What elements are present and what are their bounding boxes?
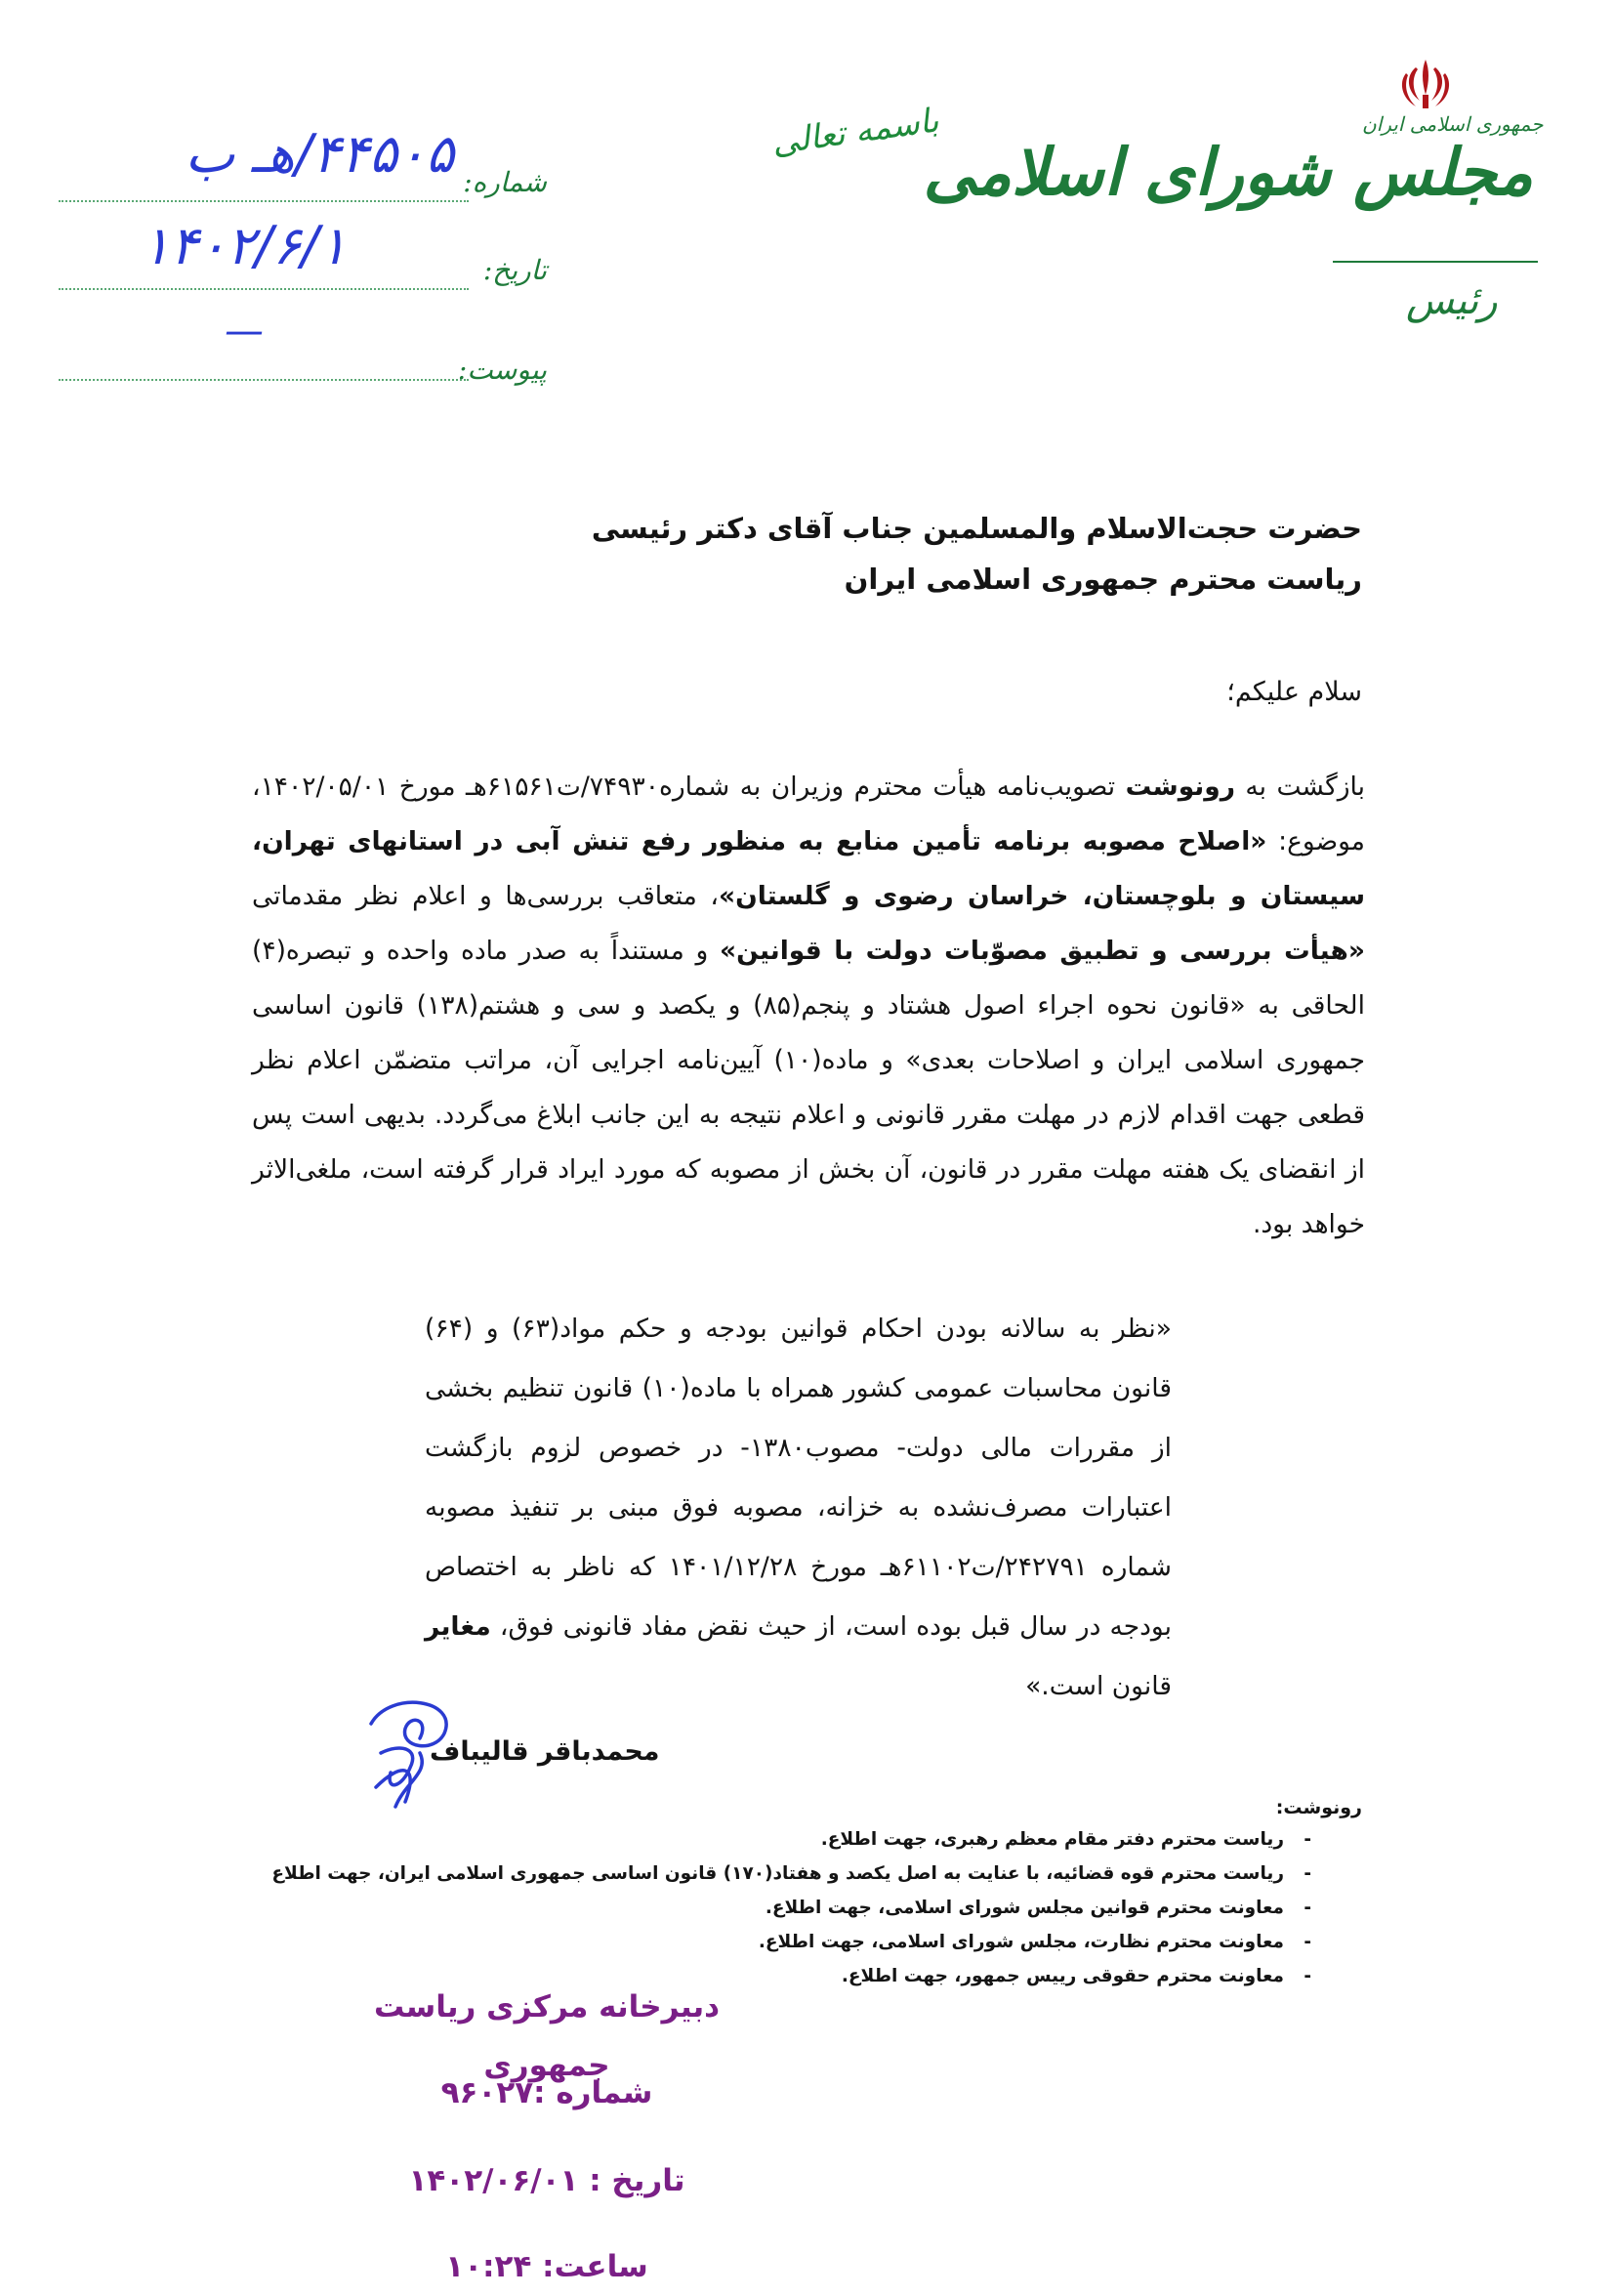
number-label: شماره: [463, 166, 547, 198]
cc-item: - ریاست محترم دفتر مقام معظم رهبری، جهت اطلاع. [271, 1822, 1311, 1857]
emblem-title: مجلس شورای اسلامی [923, 134, 1533, 210]
emblem-divider [1333, 261, 1538, 263]
attachment-line [59, 379, 469, 381]
cc-dash: - [1304, 1898, 1311, 1918]
addressee [386, 503, 1362, 605]
body-text-2: تصویب‌نامه هیأت محترم وزیران به شماره۷۴۹۳۰/ت۶۱۵۶۱هـ مورخ ۱۴۰۲/۰۵/۰۱، موضوع: [252, 772, 1365, 856]
stamp-office: دبیرخانه مرکزی ریاست جمهوری [373, 1989, 721, 2083]
signer-name: محمدباقر قالیباف [430, 1736, 660, 1767]
cc-label: رونوشت: [1275, 1797, 1362, 1818]
date-handwritten: ۱۴۰۲/۶/۱ [142, 215, 348, 276]
date-line [59, 288, 469, 290]
greeting: سلام علیکم؛ [1226, 677, 1362, 707]
quote-text-1: «نظر به سالانه بودن احکام قوانین بودجه و حکم مواد(۶۳) و (۶۴) قانون محاسبات عمومی کشور همراه با ماده(۱۰) قانون تنظیم بخشی از مقررات مالی دولت- مصوب۱۳۸۰- در خصوص لزوم بازگشت اعتبارات مصرف‌نشده به خزانه، مصوبه فوق مبنی بر تنفیذ مصوبه شماره ۲۴۲۷۹۱/ت۶۱۱۰۲هـ مورخ ۱۴۰۱/۱۲/۲۸ که ناظر به اختصاص بودجه در سال قبل بوده است، از حیث نقض مفاد قانونی فوق، [425, 1314, 1173, 1642]
registry-stamp [337, 1978, 757, 2296]
body-text-4: و مستنداً به صدر ماده واحده و تبصره(۴) الحاقی به «قانون نحوه اجراء اصول هشتاد و پنجم(۸۵) و یکصد و سی و هشتم(۱۳۸) قانون اساسی جمهوری اسلامی ایران و اصلاحات بعدی» و ماده(۱۰) آیین‌نامه اجرایی آن، مراتب متضمّن اعلام نظر قطعی جهت اقدام لازم در مهلت مقرر قانونی و اعلام نتیجه به این جانب ابلاغ می‌گردد. بدیهی است پس از انقضای یک هفته مهلت مقرر در قانون، آن بخش از مصوبه که مورد ایراد قرار گرفته است، ملغی‌الاثر خواهد بود. [252, 936, 1365, 1239]
cc-item: - ریاست محترم قوه قضائیه، با عنایت به اصل یکصد و هفتاد(۱۷۰) قانون اساسی جمهوری اسلامی ایران، جهت اطلاع [271, 1857, 1311, 1891]
cc-dash: - [1304, 1829, 1311, 1850]
cc-dash: - [1304, 1966, 1311, 1986]
stamp-number: شماره :۹۶۰۲۷ [440, 2075, 653, 2110]
body-bold-board: «هیأت بررسی و تطبیق مصوّبات دولت با قوانین» [719, 936, 1365, 966]
emblem-country: جمهوری اسلامی ایران [1362, 112, 1544, 136]
stamp-date: تاریخ : ۱۴۰۲/۰۶/۰۱ [408, 2163, 685, 2198]
addressee-line-2: ریاست محترم جمهوری اسلامی ایران [844, 563, 1362, 596]
number-line [59, 200, 469, 202]
ruling-quote [425, 1299, 1172, 1716]
body-paragraph [252, 760, 1365, 1252]
attachment-label: پیوست: [457, 354, 547, 386]
cc-dash: - [1304, 1863, 1311, 1884]
document-meta [59, 123, 547, 400]
addressee-line-1: حضرت حجت‌الاسلام والمسلمین جناب آقای دکتر رئیسی [591, 512, 1362, 545]
cc-list [271, 1822, 1311, 1993]
emblem-role: رئیس [1406, 278, 1498, 323]
quote-bold: مغایر [425, 1611, 491, 1642]
parliament-emblem [923, 44, 1544, 356]
body-text-3: ، متعاقب بررسی‌ها و اعلام نظر مقدماتی [252, 881, 719, 911]
quote-text-2: قانون است.» [1025, 1671, 1172, 1701]
emblem-icon [1396, 56, 1455, 112]
cc-item: - معاونت محترم حقوقی رییس جمهور، جهت اطلاع. [271, 1959, 1311, 1993]
number-handwritten: ۴۴۵۰۵/هـ ب [185, 123, 454, 185]
body-bold-copy: رونوشت [1125, 772, 1235, 802]
body-text-1: بازگشت به [1234, 772, 1365, 802]
body-bold-subject: «اصلاح مصوبه برنامه تأمین منابع به منظور رفع تنش آبی در استانهای تهران، سیستان و بلوچستان، خراسان رضوی و گلستان» [252, 826, 1366, 911]
stamp-time: ساعت: ۱۰:۲۴ [445, 2249, 648, 2284]
date-label: تاریخ: [482, 254, 547, 286]
cc-item: - معاونت محترم قوانین مجلس شورای اسلامی، جهت اطلاع. [271, 1891, 1311, 1925]
cc-dash: - [1304, 1932, 1311, 1952]
slogan: باسمه تعالی [769, 101, 941, 163]
cc-item: - معاونت محترم نظارت، مجلس شورای اسلامی، جهت اطلاع. [271, 1925, 1311, 1959]
attachment-handwritten: — [225, 309, 268, 354]
